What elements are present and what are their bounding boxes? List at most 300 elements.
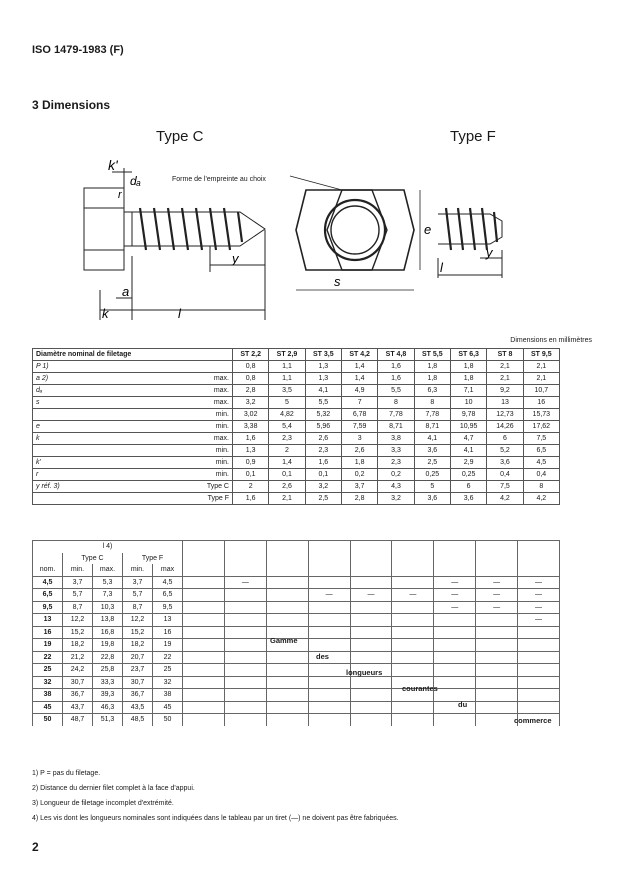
size-cell <box>518 639 560 652</box>
dimension-value: 17,62 <box>523 421 559 433</box>
size-cell <box>266 689 308 702</box>
size-cell <box>224 689 266 702</box>
lengths-table <box>32 540 560 726</box>
nominal-length: 9,5 <box>33 601 63 614</box>
length-limit: 7,3 <box>93 589 123 602</box>
size-cell <box>308 689 350 702</box>
nominal-length: 45 <box>33 701 63 714</box>
empty-cell <box>476 553 518 565</box>
size-cell <box>392 639 434 652</box>
length-limit: 36,7 <box>123 689 153 702</box>
dimension-value: 6,78 <box>341 409 377 421</box>
dimension-value: 5,5 <box>305 397 341 409</box>
size-cell <box>266 714 308 726</box>
dimension-value: 8 <box>523 481 559 493</box>
footnote-4: 4) Les vis dont les longueurs nominales sont indiquées dans le tableau par un tiret (—) ne doivent pas être fabriquées. <box>32 815 399 822</box>
type-c-label: Type C <box>156 128 204 145</box>
size-cell <box>434 689 476 702</box>
dimension-row <box>33 409 560 421</box>
l-f-label: l <box>440 260 443 275</box>
dimension-value: 1,4 <box>269 457 305 469</box>
size-cell <box>476 701 518 714</box>
not-manufactured-dash: — <box>476 589 518 602</box>
length-limit: 43,5 <box>123 701 153 714</box>
dimension-symbol <box>33 445 183 457</box>
size-cell <box>224 701 266 714</box>
size-cell <box>350 614 392 627</box>
size-cell <box>392 664 434 677</box>
dimension-value: 2,6 <box>305 433 341 445</box>
size-column-header: ST 5,5 <box>414 349 450 361</box>
dimension-value: 4,1 <box>305 385 341 397</box>
size-cell <box>518 626 560 639</box>
a-label: a <box>122 284 130 299</box>
empty-cell <box>476 541 518 553</box>
dimension-value: 4,2 <box>523 493 559 505</box>
standard-header: ISO 1479-1983 (F) <box>32 44 124 56</box>
dimension-value: 9,2 <box>487 385 523 397</box>
length-limit: 23,7 <box>123 664 153 677</box>
dimension-value: 3,7 <box>341 481 377 493</box>
size-cell <box>224 714 266 726</box>
dimension-value: 7,1 <box>450 385 486 397</box>
length-limit: 51,3 <box>93 714 123 726</box>
length-limit: 24,2 <box>63 664 93 677</box>
y-label: y <box>232 251 239 266</box>
nominal-length: 16 <box>33 626 63 639</box>
dimension-value: 8,71 <box>378 421 414 433</box>
range-word: longueurs <box>346 668 383 677</box>
size-cell <box>266 701 308 714</box>
dimension-value: 0,2 <box>378 469 414 481</box>
size-cell <box>224 601 266 614</box>
size-cell <box>183 651 225 664</box>
not-manufactured-dash: — <box>350 589 392 602</box>
dimension-row <box>33 433 560 445</box>
size-cell <box>308 651 350 664</box>
dimension-value: 6 <box>450 481 486 493</box>
size-cell <box>266 676 308 689</box>
nominal-length: 19 <box>33 639 63 652</box>
dimension-value: 3,2 <box>233 397 269 409</box>
dimension-value: 2,5 <box>305 493 341 505</box>
dimension-qualifier: max. <box>183 397 233 409</box>
empty-cell <box>518 553 560 565</box>
footnote-3: 3) Longueur de filetage incomplet d'extrémité. <box>32 800 174 807</box>
size-cell <box>392 714 434 726</box>
dimension-symbol: dₐ <box>33 385 183 397</box>
length-limit: 5,7 <box>63 589 93 602</box>
dimension-symbol: a 2) <box>33 373 183 385</box>
size-cell <box>183 601 225 614</box>
length-limit: 43,7 <box>63 701 93 714</box>
not-manufactured-dash: — <box>434 589 476 602</box>
size-column-header: ST 3,5 <box>305 349 341 361</box>
dimension-value: 1,6 <box>378 361 414 373</box>
dimension-value: 0,25 <box>414 469 450 481</box>
dimension-row <box>33 469 560 481</box>
length-limit: 18,2 <box>123 639 153 652</box>
size-cell <box>476 614 518 627</box>
length-limit: 16 <box>153 626 183 639</box>
size-cell <box>392 576 434 589</box>
size-cell <box>224 614 266 627</box>
size-cell <box>224 589 266 602</box>
dimension-value: 1,1 <box>269 373 305 385</box>
length-row <box>33 701 560 714</box>
length-limit: 32 <box>153 676 183 689</box>
dimension-value: 2,1 <box>487 361 523 373</box>
size-cell <box>350 714 392 726</box>
size-cell <box>518 676 560 689</box>
dimension-value: 1,8 <box>341 457 377 469</box>
length-limit: 38 <box>153 689 183 702</box>
length-row <box>33 614 560 627</box>
dimension-row <box>33 457 560 469</box>
dimension-value: 6,3 <box>414 385 450 397</box>
dimension-qualifier: max. <box>183 385 233 397</box>
length-row <box>33 651 560 664</box>
dimension-value: 1,6 <box>305 457 341 469</box>
dimension-value: 4,9 <box>341 385 377 397</box>
length-limit: 48,5 <box>123 714 153 726</box>
length-limit: 20,7 <box>123 651 153 664</box>
dimension-value: 12,73 <box>487 409 523 421</box>
dimension-value: 2 <box>233 481 269 493</box>
size-column-header: ST 4,2 <box>341 349 377 361</box>
dimension-value: 2,3 <box>378 457 414 469</box>
dimension-value: 2,6 <box>269 481 305 493</box>
size-cell <box>518 664 560 677</box>
size-cell <box>350 639 392 652</box>
dimension-symbol: s <box>33 397 183 409</box>
length-limit: 36,7 <box>63 689 93 702</box>
length-limit: 3,7 <box>123 576 153 589</box>
length-limit: 6,5 <box>153 589 183 602</box>
length-limit: 10,3 <box>93 601 123 614</box>
size-cell <box>183 701 225 714</box>
dimension-value: 1,8 <box>414 373 450 385</box>
not-manufactured-dash: — <box>476 576 518 589</box>
size-cell <box>476 714 518 726</box>
empty-cell <box>350 564 392 576</box>
dimension-value: 2,5 <box>414 457 450 469</box>
length-limit: 30,7 <box>63 676 93 689</box>
dimension-value: 3,3 <box>378 445 414 457</box>
dimension-value: 3,6 <box>414 445 450 457</box>
size-cell <box>350 701 392 714</box>
length-head: l 4) <box>33 541 183 553</box>
nominal-length: 25 <box>33 664 63 677</box>
dimension-value: 13 <box>487 397 523 409</box>
dimension-value: 0,8 <box>233 373 269 385</box>
empty-cell <box>518 541 560 553</box>
not-manufactured-dash: — <box>308 589 350 602</box>
k-label: k <box>102 306 109 321</box>
size-cell <box>350 576 392 589</box>
length-limit: 19,8 <box>93 639 123 652</box>
length-limit: 50 <box>153 714 183 726</box>
size-cell <box>476 689 518 702</box>
dimension-value: 0,1 <box>305 469 341 481</box>
dimension-value: 0,8 <box>233 361 269 373</box>
size-column-header: ST 9,5 <box>523 349 559 361</box>
length-row <box>33 714 560 726</box>
dimension-value: 2,1 <box>487 373 523 385</box>
dimension-value: 6 <box>487 433 523 445</box>
dimension-value: 2,1 <box>523 361 559 373</box>
dimension-value: 2 <box>269 445 305 457</box>
size-cell <box>476 664 518 677</box>
size-cell <box>183 689 225 702</box>
dimension-value: 3,6 <box>487 457 523 469</box>
s-label: s <box>334 274 341 289</box>
length-limit: 13,8 <box>93 614 123 627</box>
size-cell <box>350 651 392 664</box>
size-cell <box>308 714 350 726</box>
size-cell <box>308 676 350 689</box>
dimension-value: 2,6 <box>341 445 377 457</box>
dimension-qualifier: min. <box>183 457 233 469</box>
dimension-qualifier: max. <box>183 433 233 445</box>
dimension-value: 5,2 <box>487 445 523 457</box>
not-manufactured-dash: — <box>518 589 560 602</box>
size-cell <box>183 589 225 602</box>
size-cell <box>350 676 392 689</box>
size-cell <box>434 626 476 639</box>
dimension-value: 10,7 <box>523 385 559 397</box>
size-cell <box>434 614 476 627</box>
dimension-symbol: k' <box>33 457 183 469</box>
dimension-value: 3,38 <box>233 421 269 433</box>
size-column-header: ST 2,2 <box>233 349 269 361</box>
empty-cell <box>266 564 308 576</box>
size-cell <box>434 664 476 677</box>
size-cell <box>518 689 560 702</box>
type-f-label: Type F <box>450 128 496 145</box>
size-cell <box>476 626 518 639</box>
dimension-value: 4,82 <box>269 409 305 421</box>
dimension-value: 1,6 <box>378 373 414 385</box>
dimension-value: 14,26 <box>487 421 523 433</box>
size-cell <box>308 601 350 614</box>
dimension-qualifier: Type C <box>183 481 233 493</box>
size-cell <box>183 714 225 726</box>
type-f-screw-drawing <box>438 208 502 278</box>
empty-cell <box>350 541 392 553</box>
empty-cell <box>33 553 63 565</box>
length-limit: 46,3 <box>93 701 123 714</box>
size-cell <box>518 651 560 664</box>
dimension-qualifier: min. <box>183 421 233 433</box>
dimension-value: 1,8 <box>414 361 450 373</box>
size-cell <box>224 639 266 652</box>
e-label: e <box>424 222 432 237</box>
dimension-value: 4,1 <box>414 433 450 445</box>
page-number: 2 <box>32 840 39 854</box>
length-limit: 33,3 <box>93 676 123 689</box>
empty-cell <box>308 553 350 565</box>
empty-cell <box>434 564 476 576</box>
size-cell <box>392 701 434 714</box>
dimension-value: 5,4 <box>269 421 305 433</box>
size-cell <box>350 601 392 614</box>
size-cell <box>308 701 350 714</box>
dimension-value: 8 <box>378 397 414 409</box>
size-cell <box>476 676 518 689</box>
type-f-head: Type F <box>123 553 183 565</box>
dimension-value: 10 <box>450 397 486 409</box>
size-cell <box>266 651 308 664</box>
length-limit: 9,5 <box>153 601 183 614</box>
length-limit: 30,7 <box>123 676 153 689</box>
nominal-length: 50 <box>33 714 63 726</box>
empty-cell <box>434 541 476 553</box>
dimension-value: 2,3 <box>269 433 305 445</box>
length-limit: 22,8 <box>93 651 123 664</box>
dimension-value: 7,78 <box>378 409 414 421</box>
size-column-header: ST 8 <box>487 349 523 361</box>
length-limit: 12,2 <box>123 614 153 627</box>
l-label: l <box>178 306 181 321</box>
length-limit: 19 <box>153 639 183 652</box>
empty-cell <box>392 541 434 553</box>
dimension-value: 5 <box>414 481 450 493</box>
dimension-row <box>33 373 560 385</box>
dimension-value: 15,73 <box>523 409 559 421</box>
not-manufactured-dash: — <box>476 601 518 614</box>
dimension-value: 2,8 <box>233 385 269 397</box>
dimension-value: 5,32 <box>305 409 341 421</box>
size-cell <box>350 626 392 639</box>
dimension-value: 7 <box>341 397 377 409</box>
dimension-qualifier: min. <box>183 445 233 457</box>
length-limit: 12,2 <box>63 614 93 627</box>
dimension-qualifier: min. <box>183 469 233 481</box>
length-limit: 4,5 <box>153 576 183 589</box>
size-cell <box>434 701 476 714</box>
empty-cell <box>350 553 392 565</box>
length-limit: 18,2 <box>63 639 93 652</box>
length-limit: 25 <box>153 664 183 677</box>
dimension-value: 2,8 <box>341 493 377 505</box>
size-cell <box>266 614 308 627</box>
washer-face <box>124 212 132 246</box>
length-limit: 15,2 <box>123 626 153 639</box>
size-cell <box>434 639 476 652</box>
length-limit: 22 <box>153 651 183 664</box>
length-limit: 5,3 <box>93 576 123 589</box>
dimension-value: 2,3 <box>305 445 341 457</box>
dimension-value: 4,5 <box>523 457 559 469</box>
not-manufactured-dash: — <box>518 614 560 627</box>
size-cell <box>308 576 350 589</box>
dimension-value: 0,1 <box>233 469 269 481</box>
length-limit: 15,2 <box>63 626 93 639</box>
dimension-value: 4,1 <box>450 445 486 457</box>
length-row <box>33 676 560 689</box>
dimension-value: 0,9 <box>233 457 269 469</box>
length-limit: 13 <box>153 614 183 627</box>
dimension-qualifier: max. <box>183 373 233 385</box>
nominal-length: 6,5 <box>33 589 63 602</box>
dimension-value: 0,2 <box>341 469 377 481</box>
screw-drawings <box>60 150 580 330</box>
nominal-length: 32 <box>33 676 63 689</box>
dimension-row <box>33 385 560 397</box>
dimension-value: 0,4 <box>487 469 523 481</box>
k-prime-label: k' <box>108 157 118 173</box>
dimension-value: 3,8 <box>378 433 414 445</box>
length-subheader: nom. <box>33 564 63 576</box>
dimension-value: 1,8 <box>450 361 486 373</box>
hex-head-top-view <box>290 176 420 290</box>
dimension-value: 1,6 <box>233 493 269 505</box>
dimension-row <box>33 445 560 457</box>
dimension-value: 7,5 <box>487 481 523 493</box>
empty-cell <box>183 541 225 553</box>
dimension-value: 1,3 <box>305 373 341 385</box>
length-limit: 8,7 <box>123 601 153 614</box>
size-cell <box>183 614 225 627</box>
dimension-value: 1,3 <box>233 445 269 457</box>
dimension-symbol <box>33 409 183 421</box>
size-cell <box>308 626 350 639</box>
length-limit: 39,3 <box>93 689 123 702</box>
section-title: 3 Dimensions <box>32 98 111 112</box>
units-note: Dimensions en millimètres <box>510 337 592 344</box>
dimension-value: 3,02 <box>233 409 269 421</box>
length-row <box>33 589 560 602</box>
size-cell <box>350 689 392 702</box>
size-cell <box>476 639 518 652</box>
dimension-symbol: r <box>33 469 183 481</box>
size-cell <box>266 601 308 614</box>
empty-cell <box>392 564 434 576</box>
size-column-header: ST 2,9 <box>269 349 305 361</box>
footnote-2: 2) Distance du dernier filet complet à la face d'appui. <box>32 785 195 792</box>
dimension-value: 3,5 <box>269 385 305 397</box>
empty-cell <box>476 564 518 576</box>
dimension-qualifier: min. <box>183 409 233 421</box>
r-label: r <box>118 189 122 201</box>
range-word: courantes <box>402 684 438 693</box>
length-row <box>33 689 560 702</box>
empty-cell <box>224 541 266 553</box>
size-cell <box>183 676 225 689</box>
dimension-value: 3,6 <box>450 493 486 505</box>
size-cell <box>308 614 350 627</box>
size-cell <box>224 651 266 664</box>
empty-cell <box>308 564 350 576</box>
dimension-value: 2,1 <box>269 493 305 505</box>
size-cell <box>266 576 308 589</box>
dimension-value: 3,2 <box>378 493 414 505</box>
dimension-row <box>33 493 560 505</box>
length-limit: 45 <box>153 701 183 714</box>
size-cell <box>224 626 266 639</box>
nominal-length: 4,5 <box>33 576 63 589</box>
dimensions-table <box>32 348 560 505</box>
not-manufactured-dash: — <box>224 576 266 589</box>
dimension-symbol: P 1) <box>33 361 183 373</box>
range-word: des <box>316 652 329 661</box>
length-subheader: max <box>153 564 183 576</box>
dimension-value: 1,3 <box>305 361 341 373</box>
y-f-label: y <box>486 245 493 260</box>
type-c-head: Type C <box>63 553 123 565</box>
size-column-header: ST 6,3 <box>450 349 486 361</box>
